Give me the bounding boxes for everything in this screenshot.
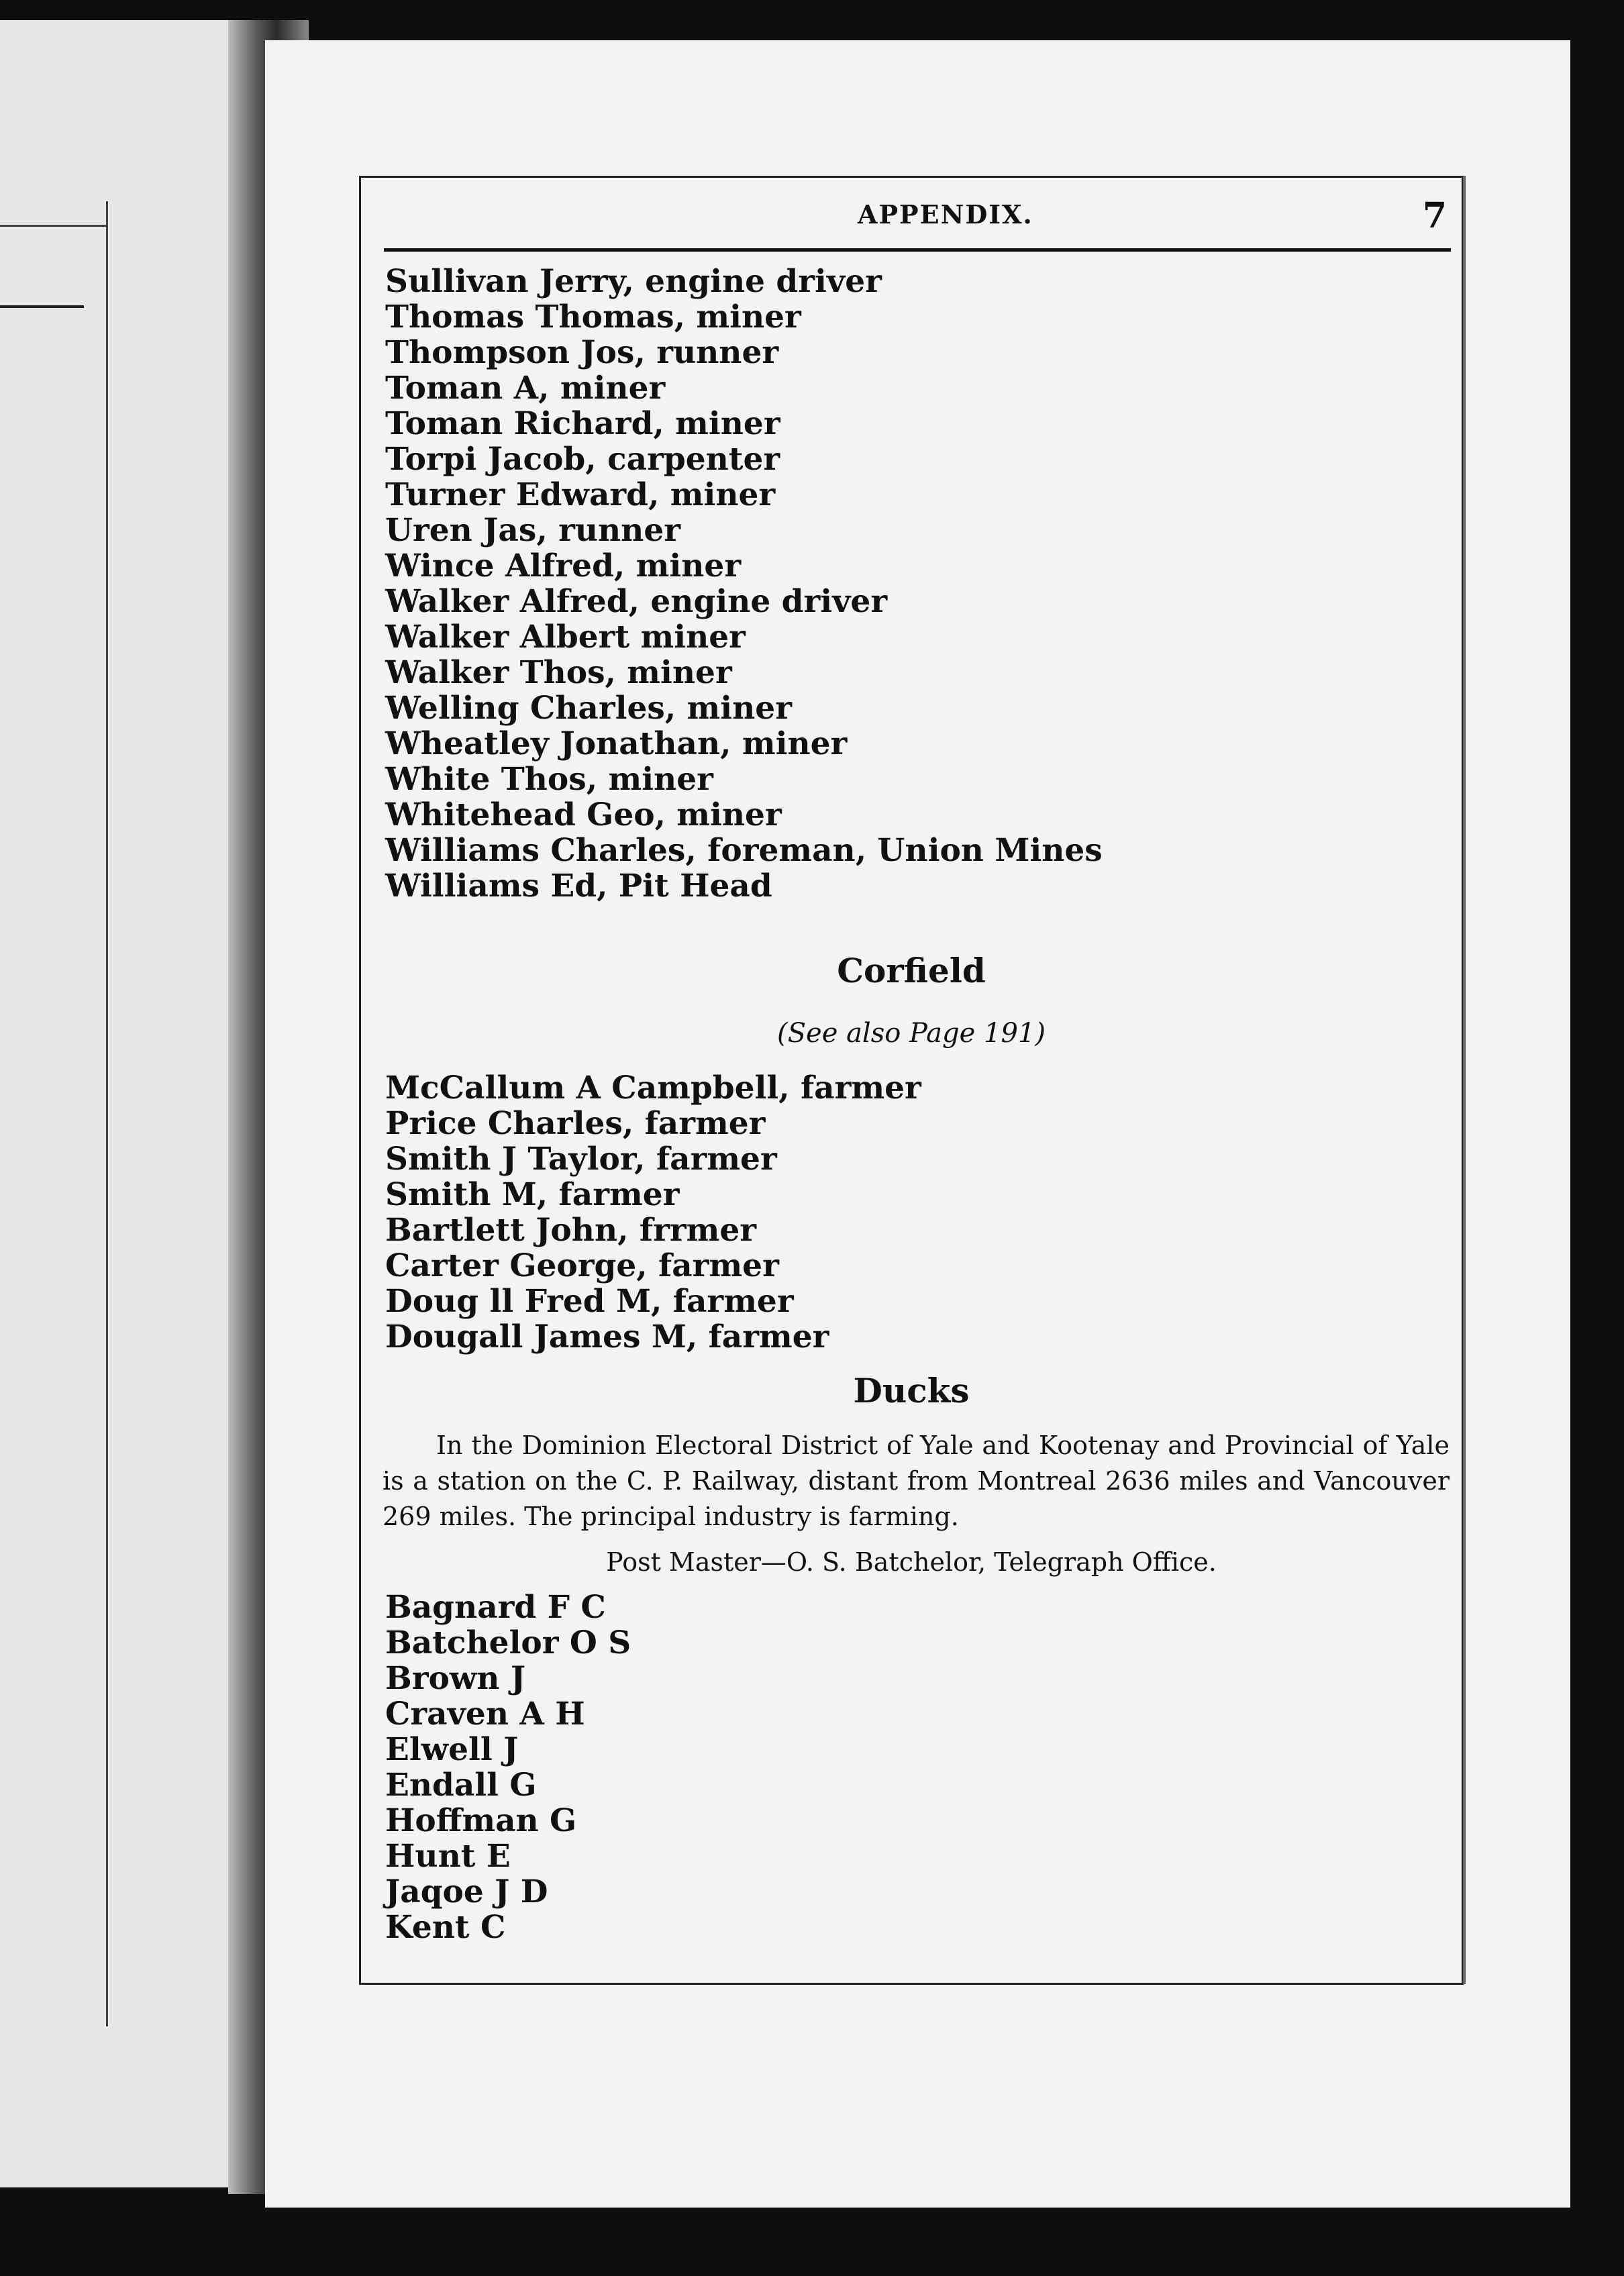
list-item: Elwell J: [385, 1731, 519, 1768]
list-item: Williams Ed, Pit Head: [385, 868, 772, 904]
list-item: Price Charles, farmer: [385, 1105, 766, 1142]
list-item: Hunt E: [385, 1838, 511, 1875]
list-item: Thomas Thomas, miner: [385, 299, 801, 335]
list-item: Toman A, miner: [385, 370, 666, 407]
list-item: Brown J: [385, 1660, 526, 1697]
list-item: Walker Albert miner: [385, 619, 746, 656]
running-head: APPENDIX.: [858, 199, 1033, 229]
list-item: Walker Alfred, engine driver: [385, 583, 888, 620]
left-page-rule: [0, 225, 107, 227]
resident-list: [385, 264, 1103, 904]
list-item: Uren Jas, runner: [385, 512, 681, 549]
page-number: 7: [1422, 195, 1447, 236]
list-item: Torpi Jacob, carpenter: [385, 441, 780, 478]
list-item: White Thos, miner: [385, 761, 713, 798]
left-page-rule: [0, 305, 84, 308]
list-item: Jaqoe J D: [385, 1873, 548, 1910]
list-item: Toman Richard, miner: [385, 405, 780, 442]
header-rule: [384, 248, 1451, 252]
frame-rule: [1464, 176, 1466, 1984]
list-item: Bartlett John, frrmer: [385, 1212, 756, 1249]
list-item: Wheatley Jonathan, miner: [385, 725, 848, 762]
list-item: Whitehead Geo, miner: [385, 796, 782, 833]
section-heading-corfield: Corfield: [837, 951, 986, 990]
list-item: Kent C: [385, 1909, 506, 1946]
list-item: Doug ll Fred M, farmer: [385, 1283, 794, 1320]
list-item: Smith M, farmer: [385, 1176, 680, 1213]
section-description: In the Dominion Electoral District of Yale and Kootenay and Provincial of Yale is a station on the C. P. Railway, distant from Montreal 2636 miles and Vancouver 269 miles. The principal industry is farming.: [383, 1431, 1450, 1531]
section-heading-ducks: Ducks: [853, 1371, 970, 1410]
corfield-list: [385, 1070, 921, 1355]
list-item: Craven A H: [385, 1696, 585, 1732]
page-header: [361, 195, 1462, 236]
ducks-list: [385, 1590, 631, 1945]
list-item: Sullivan Jerry, engine driver: [385, 263, 882, 300]
list-item: McCallum A Campbell, farmer: [385, 1070, 921, 1106]
list-item: Turner Edward, miner: [385, 476, 776, 513]
left-page-rule: [106, 201, 108, 2026]
list-item: Thompson Jos, runner: [385, 334, 779, 371]
list-item: Dougall James M, farmer: [385, 1318, 829, 1355]
see-also-note: (See also Page 191): [777, 1018, 1046, 1049]
list-item: Williams Charles, foreman, Union Mines: [385, 832, 1103, 869]
left-page-edge: [0, 20, 242, 2187]
list-item: Walker Thos, miner: [385, 654, 732, 691]
postmaster-line: Post Master—O. S. Batchelor, Telegraph Office.: [606, 1547, 1217, 1577]
list-item: Wince Alfred, miner: [385, 548, 742, 584]
list-item: Smith J Taylor, farmer: [385, 1141, 777, 1178]
list-item: Hoffman G: [385, 1802, 577, 1839]
list-item: Bagnard F C: [385, 1589, 606, 1626]
page-content: [361, 178, 1462, 1983]
list-item: Batchelor O S: [385, 1624, 631, 1661]
list-item: Endall G: [385, 1767, 537, 1804]
list-item: Welling Charles, miner: [385, 690, 792, 727]
list-item: Carter George, farmer: [385, 1247, 779, 1284]
page-frame: [359, 176, 1464, 1985]
book-page: [265, 40, 1570, 2208]
